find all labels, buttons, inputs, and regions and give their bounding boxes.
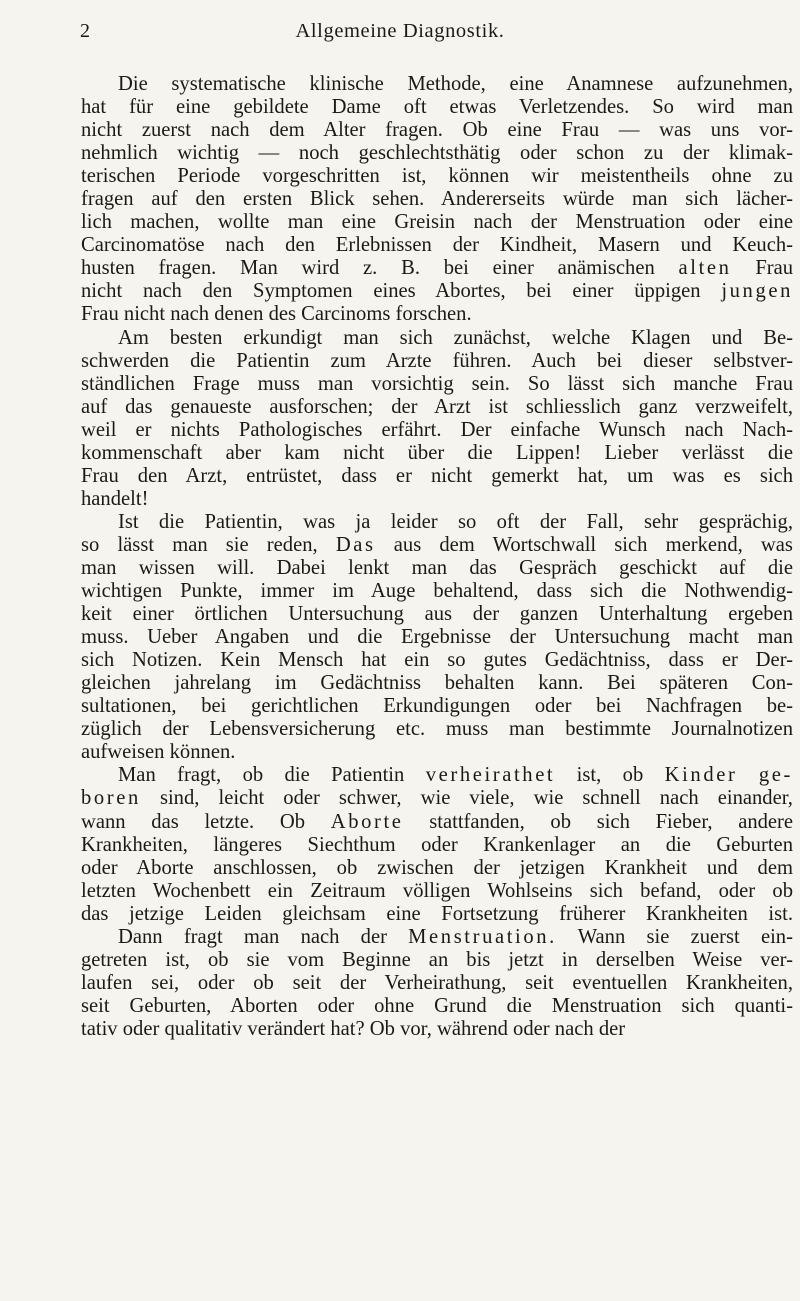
text-line: gleichen jahrelang im Gedächtniss behalten kann. Bei späteren Con- bbox=[81, 672, 793, 695]
text-line: nehmlich wichtig — noch geschlechtsthätig oder schon zu der klimak- bbox=[81, 142, 793, 165]
text-line: fragen auf den ersten Blick sehen. Andererseits würde man sich lächer- bbox=[81, 188, 793, 211]
text-line: tativ oder qualitativ verändert hat? Ob vor, während oder nach der bbox=[81, 1017, 626, 1040]
text-line: Am besten erkundigt man sich zunächst, welche Klagen und Be- bbox=[118, 326, 793, 349]
text-line: so lässt man sie reden, Das aus dem Wortschwall sich merkend, was bbox=[81, 533, 793, 556]
running-head bbox=[0, 18, 800, 48]
text-line: keit einer örtlichen Untersuchung aus der ganzen Unterhaltung ergeben bbox=[81, 603, 793, 626]
text-line: husten fragen. Man wird z. B. bei einer anämischen alten Frau bbox=[81, 257, 794, 280]
text-line: ständlichen Frage muss man vorsichtig sein. So lässt sich manche Frau bbox=[81, 372, 793, 395]
running-title: Allgemeine Diagnostik. bbox=[295, 20, 505, 42]
page-number: 2 bbox=[80, 20, 91, 42]
text-line: auf das genaueste ausforschen; der Arzt ist schliesslich ganz verzweifelt, bbox=[81, 395, 793, 418]
text-line: schwerden die Patientin zum Arzte führen. Auch bei dieser selbstver- bbox=[81, 349, 793, 372]
text-line: hat für eine gebildete Dame oft etwas Verletzendes. So wird man bbox=[81, 96, 793, 119]
text-line: Frau nicht nach denen des Carcinoms forschen. bbox=[81, 303, 472, 326]
text-line: boren sind, leicht oder schwer, wie viele, wie schnell nach einander, bbox=[81, 787, 793, 810]
text-line: laufen sei, oder ob seit der Verheirathung, seit eventuellen Krankheiten, bbox=[81, 971, 793, 994]
text-line: seit Geburten, Aborten oder ohne Grund die Menstruation sich quanti- bbox=[81, 994, 793, 1017]
text-line: wichtigen Punkte, immer im Auge behaltend, dass sich die Nothwendig- bbox=[81, 580, 793, 603]
text-line: kommenschaft aber kam nicht über die Lippen! Lieber verlässt die bbox=[81, 441, 793, 464]
text-line: Krankheiten, längeres Siechthum oder Krankenlager an die Geburten bbox=[81, 833, 793, 856]
text-line: Die systematische klinische Methode, eine Anamnese aufzunehmen, bbox=[118, 73, 793, 95]
text-line: sultationen, bei gerichtlichen Erkundigungen oder bei Nachfragen be- bbox=[81, 695, 793, 718]
text-line: züglich der Lebensversicherung etc. muss man bestimmte Journalnotizen bbox=[81, 718, 793, 741]
text-line: lich machen, wollte man eine Greisin nach der Menstruation oder eine bbox=[81, 211, 793, 234]
text-line: oder Aborte anschlossen, ob zwischen der jetzigen Krankheit und dem bbox=[81, 856, 793, 879]
text-line: handelt! bbox=[81, 487, 149, 510]
text-line: letzten Wochenbett ein Zeitraum völligen Wohlseins sich befand, oder ob bbox=[81, 879, 793, 902]
text-line: man wissen will. Dabei lenkt man das Gespräch geschickt auf die bbox=[81, 556, 793, 579]
text-line: sich Notizen. Kein Mensch hat ein so gutes Gedächtniss, dass er Der- bbox=[81, 649, 793, 672]
text-line: nicht zuerst nach dem Alter fragen. Ob eine Frau — was uns vor- bbox=[81, 119, 793, 142]
text-line: muss. Ueber Angaben und die Ergebnisse der Untersuchung macht man bbox=[81, 626, 793, 649]
text-line: wann das letzte. Ob Aborte stattfanden, ob sich Fieber, andere bbox=[81, 810, 794, 833]
text-line: getreten ist, ob sie vom Beginne an bis jetzt in derselben Weise ver- bbox=[81, 948, 793, 971]
body-text bbox=[81, 73, 793, 1041]
text-line: Frau den Arzt, entrüstet, dass er nicht gemerkt hat, um was es sich bbox=[81, 464, 793, 487]
text-line: weil er nichts Pathologisches erfährt. Der einfache Wunsch nach Nach- bbox=[81, 418, 793, 441]
text-line: aufweisen können. bbox=[81, 741, 236, 764]
text-line: das jetzige Leiden gleichsam eine Fortsetzung früherer Krankheiten ist. bbox=[81, 902, 793, 925]
text-line: Dann fragt man nach der Menstruation. Wann sie zuerst ein- bbox=[118, 925, 793, 948]
text-line: terischen Periode vorgeschritten ist, können wir meistentheils ohne zu bbox=[81, 165, 793, 188]
text-line: Man fragt, ob die Patientin verheirathet ist, ob Kinder ge- bbox=[118, 764, 793, 787]
text-line: nicht nach den Symptomen eines Abortes, bei einer üppigen jungen bbox=[81, 280, 793, 303]
text-line: Ist die Patientin, was ja leider so oft der Fall, sehr gesprächig, bbox=[118, 510, 793, 533]
text-line: Carcinomatöse nach den Erlebnissen der Kindheit, Masern und Keuch- bbox=[81, 234, 793, 257]
